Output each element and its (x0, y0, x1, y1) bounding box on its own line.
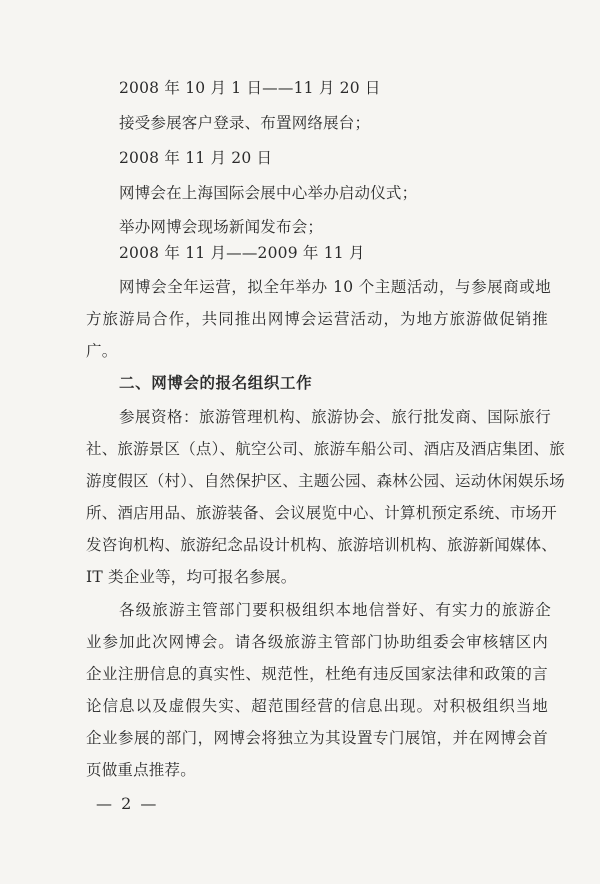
schedule-date-2: 2008 年 11 月 20 日 (119, 149, 273, 167)
schedule-item-2b: 举办网博会现场新闻发布会； (119, 218, 324, 236)
organization-line-1: 各级旅游主管部门要积极组织本地信誉好、有实力的旅游企 (119, 601, 551, 619)
operation-paragraph-line-1: 网博会全年运营，拟全年举办 10 个主题活动，与参展商或地 (119, 278, 551, 296)
qualification-line-4: 所、酒店用品、旅游装备、会议展览中心、计算机预定系统、市场开 (86, 504, 558, 522)
qualification-line-5: 发咨询机构、旅游纪念品设计机构、旅游培训机构、旅游新闻媒体、 (86, 536, 558, 554)
organization-line-2: 业参加此次网博会。请各级旅游主管部门协助组委会审核辖区内 (86, 633, 548, 651)
organization-line-5: 企业参展的部门，网博会将独立为其设置专门展馆，并在网博会首 (86, 729, 548, 747)
schedule-date-3: 2008 年 11 月——2009 年 11 月 (119, 244, 365, 262)
page-number: — 2 — (96, 794, 159, 813)
schedule-date-1: 2008 年 10 月 1 日——11 月 20 日 (119, 79, 381, 97)
schedule-item-2a: 网博会在上海国际会展中心举办启动仪式； (119, 184, 418, 202)
qualification-line-3: 游度假区（村）、自然保护区、主题公园、森林公园、运动休闲娱乐场 (86, 472, 565, 490)
schedule-item-1: 接受参展客户登录、布置网络展台； (119, 114, 371, 132)
organization-line-4: 论信息以及虚假失实、超范围经营的信息出现。对积极组织当地 (86, 697, 548, 715)
qualification-line-6: IT 类企业等，均可报名参展。 (86, 568, 297, 586)
organization-line-3: 企业注册信息的真实性、规范性，杜绝有违反国家法律和政策的言 (86, 665, 548, 683)
qualification-line-1: 参展资格：旅游管理机构、旅游协会、旅行批发商、国际旅行 (119, 408, 551, 426)
qualification-line-2: 社、旅游景区（点）、航空公司、旅游车船公司、酒店及酒店集团、旅 (86, 440, 565, 458)
operation-paragraph-line-3: 广。 (86, 342, 118, 360)
organization-line-6: 页做重点推荐。 (86, 761, 196, 779)
operation-paragraph-line-2: 方旅游局合作，共同推出网博会运营活动，为地方旅游做促销推 (86, 310, 548, 328)
section-heading: 二、网博会的报名组织工作 (119, 374, 313, 392)
